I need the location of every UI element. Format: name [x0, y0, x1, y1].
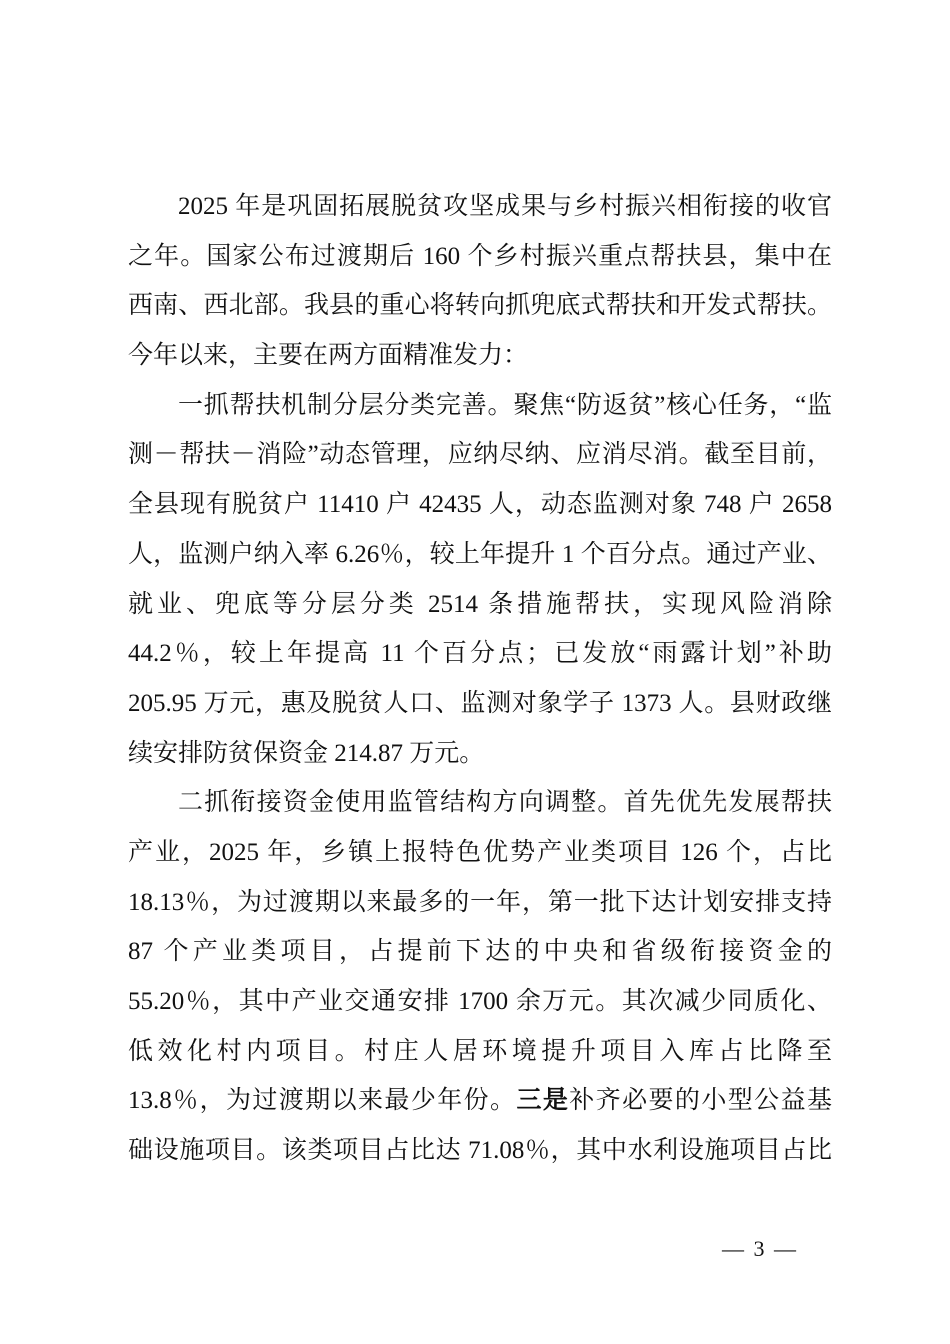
text-line: 就业、兜底等分层分类 2514 条措施帮扶，实现风险消除 [128, 590, 832, 618]
text-line: 续安排防贫保资金 214.87 万元。 [128, 739, 485, 767]
text-line: 人，监测户纳入率 6.26％，较上年提升 1 个百分点。通过产业、 [128, 540, 832, 568]
paragraph-3 [128, 782, 832, 1180]
text-line: 础设施项目。该类项目占比达 71.08％，其中水利设施项目占比 [128, 1137, 832, 1165]
text-line: 2025 年是巩固拓展脱贫攻坚成果与乡村振兴相衔接的收官 [178, 193, 832, 220]
text-line: 二抓衔接资金使用监管结构方向调整。首先优先发展帮扶 [178, 789, 832, 817]
text-line: 今年以来，主要在两方面精准发力： [128, 342, 529, 370]
text-line: 低效化村内项目。村庄人居环境提升项目入库占比降至 [128, 1037, 832, 1065]
text-line: 205.95 万元，惠及脱贫人口、监测对象学子 1373 人。县财政继 [128, 689, 832, 717]
page-number: — 3 — [722, 1236, 798, 1261]
text-segment: 13.8％，为过渡期以来最少年份。 [128, 1087, 517, 1115]
paragraph-1 [128, 186, 832, 385]
paragraph-2 [128, 385, 832, 783]
text-line: 44.2％，较上年提高 11 个百分点；已发放“雨露计划”补助 [128, 640, 832, 668]
text-line: 18.13％，为过渡期以来最多的一年，第一批下达计划安排支持 [128, 888, 832, 916]
text-line: 测－帮扶－消险”动态管理，应纳尽纳、应消尽消。截至目前， [128, 441, 832, 469]
bold-keyword: 三是 [516, 1087, 570, 1115]
document-body [128, 186, 832, 1180]
text-line: 55.20％，其中产业交通安排 1700 余万元。其次减少同质化、 [128, 988, 832, 1015]
text-line: 产业，2025 年，乡镇上报特色优势产业类项目 126 个，占比 [128, 838, 832, 866]
text-segment: 补齐必要的小型公益基 [569, 1087, 832, 1115]
text-line: 一抓帮扶机制分层分类完善。聚焦“防返贫”核心任务，“监 [178, 391, 832, 419]
text-line: 87 个产业类项目，占提前下达的中央和省级衔接资金的 [128, 938, 832, 966]
text-line: 全县现有脱贫户 11410 户 42435 人，动态监测对象 748 户 2658 [128, 491, 832, 519]
text-line: 之年。国家公布过渡期后 160 个乡村振兴重点帮扶县，集中在 [128, 242, 832, 270]
text-line: 西南、西北部。我县的重心将转向抓兜底式帮扶和开发式帮扶。 [128, 292, 832, 320]
text-line-mixed [128, 1080, 832, 1130]
